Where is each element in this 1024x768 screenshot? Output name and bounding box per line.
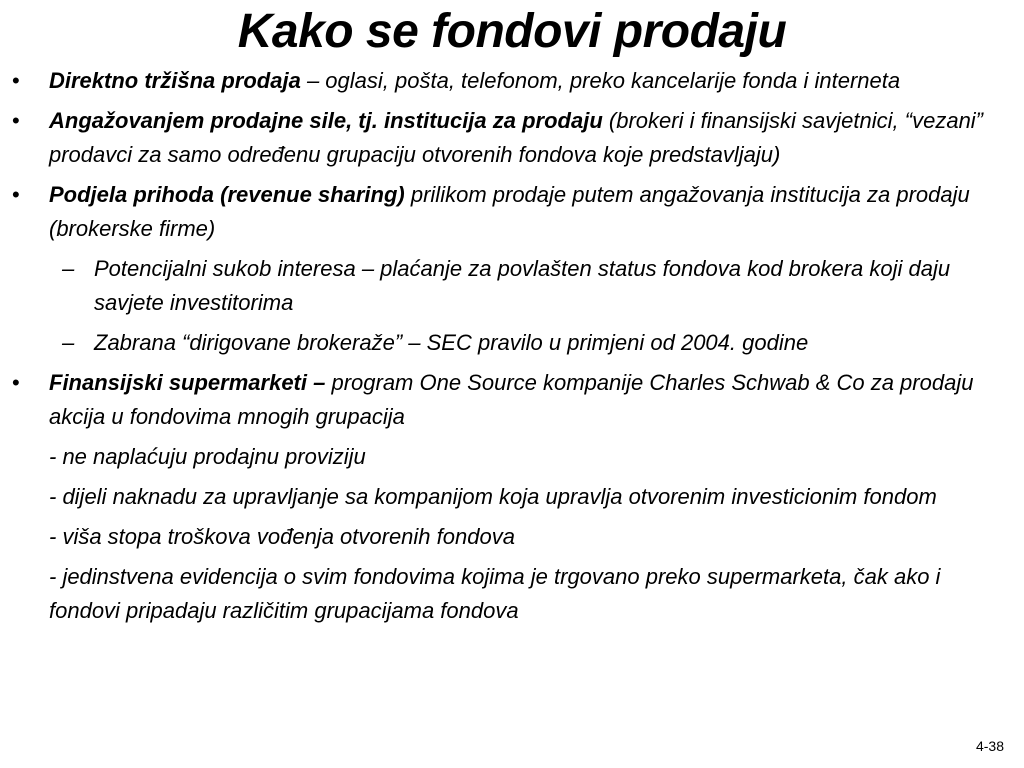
bullet-lead: Direktno tržišna prodaja bbox=[49, 68, 301, 93]
bullet-text: – oglasi, pošta, telefonom, preko kancelarije fonda i interneta bbox=[300, 68, 901, 93]
sub-item-marker: – bbox=[62, 256, 75, 281]
plain-line-higher-costs: - viša stopa troškova vođenja otvorenih fondova bbox=[49, 524, 515, 549]
sub-item-marker: – bbox=[62, 330, 75, 355]
bullet-text: prilikom prodaje putem angažovanja institucija za prodaju (brokerske firme) bbox=[49, 182, 970, 241]
bullet-lead: Angažovanjem prodajne sile, tj. institucija za prodaju bbox=[49, 108, 603, 133]
sub-item-conflict-of-interest bbox=[0, 252, 1024, 320]
bullet-item-financial-supermarkets bbox=[0, 366, 1024, 434]
bullet-item-revenue-sharing bbox=[0, 178, 1024, 246]
bullet-marker: • bbox=[12, 182, 20, 207]
bullet-item-direct-sales bbox=[0, 64, 1024, 98]
bullet-item-sales-force bbox=[0, 104, 1024, 172]
slide-title: Kako se fondovi prodaju bbox=[237, 5, 787, 58]
sub-item-directed-brokerage-ban bbox=[0, 326, 1024, 360]
slide-body bbox=[0, 64, 1024, 634]
bullet-lead: Finansijski supermarketi – bbox=[49, 370, 326, 395]
plain-line-fee-sharing: - dijeli naknadu za upravljanje sa kompanijom koja upravlja otvorenim investicionim fondom bbox=[49, 484, 937, 509]
bullet-text: (brokeri i finansijski savjetnici, “vezani” prodavci za samo određenu grupaciju otvorenih fondova koje predstavljaju) bbox=[49, 108, 984, 167]
bullet-marker: • bbox=[12, 370, 20, 395]
bullet-lead: Podjela prihoda (revenue sharing) bbox=[49, 182, 405, 207]
sub-item-text: Potencijalni sukob interesa – plaćanje za povlašten status fondova kod brokera koji daju savjete investitorima bbox=[94, 256, 951, 315]
page-number: 4-38 bbox=[975, 738, 1004, 754]
bullet-marker: • bbox=[12, 68, 20, 93]
bullet-marker: • bbox=[12, 108, 20, 133]
sub-item-text: Zabrana “dirigovane brokeraže” – SEC pravilo u primjeni od 2004. godine bbox=[94, 330, 809, 355]
bullet-text: program One Source kompanije Charles Schwab & Co za prodaju akcija u fondovima mnogih grupacija bbox=[49, 370, 974, 429]
plain-line-no-commission: - ne naplaćuju prodajnu proviziju bbox=[49, 444, 366, 469]
plain-line-unified-records: - jedinstvena evidencija o svim fondovima kojima je trgovano preko supermarketa, čak ako i fondovi pripadaju različitim grupacijama fondova bbox=[49, 564, 941, 623]
